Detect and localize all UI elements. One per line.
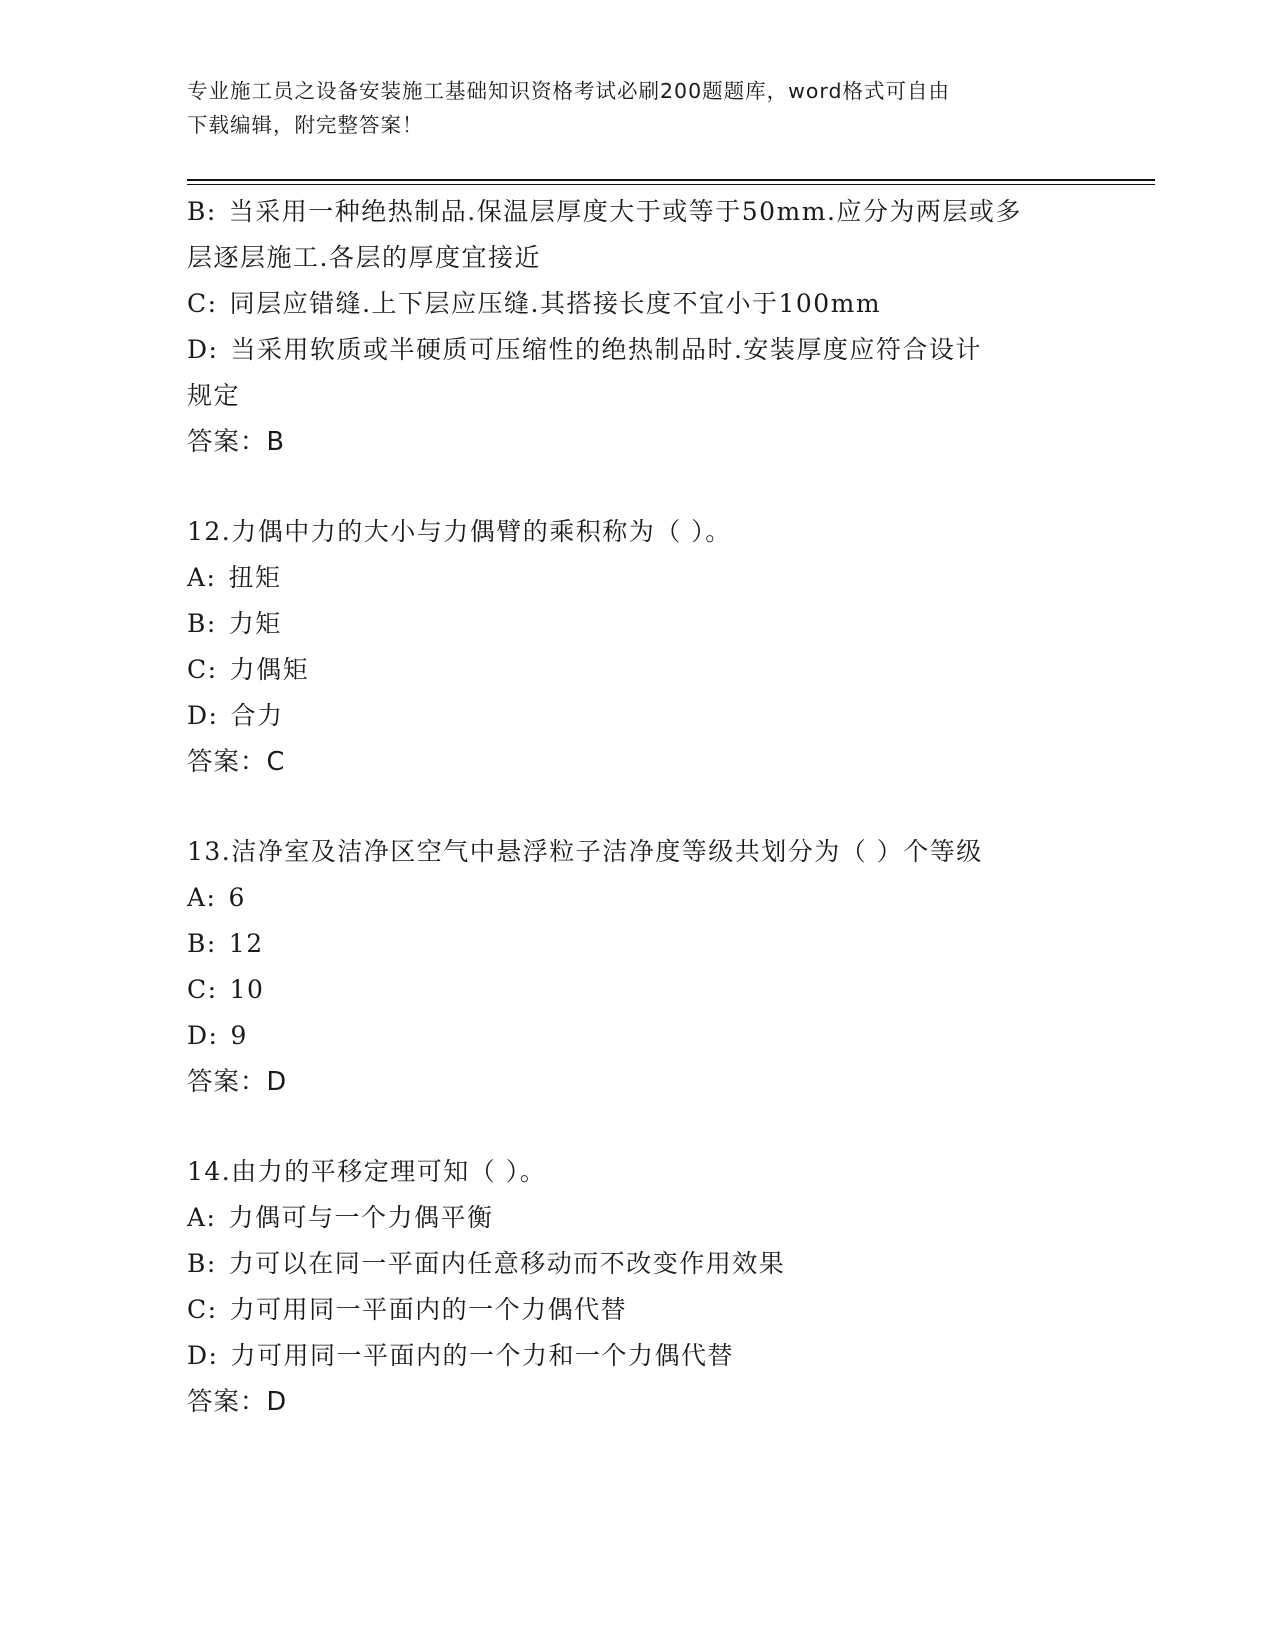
option-line <box>187 1287 1087 1333</box>
option-line <box>187 601 1087 647</box>
option-letter: A: <box>187 1203 217 1232</box>
option-letter: D: <box>187 1021 219 1050</box>
spacer <box>187 1105 1087 1149</box>
option-line <box>187 921 1087 967</box>
question-block <box>187 829 1087 1105</box>
header-line-1: 专业施工员之设备安装施工基础知识资格考试必刷200题题库，word格式可自由 <box>187 79 951 103</box>
option-letter: B: <box>187 609 217 638</box>
option-text: 同层应错缝.上下层应压缝.其搭接长度不宜小于100mm <box>229 289 882 318</box>
option-line <box>187 1241 1087 1287</box>
option-text: 当采用软质或半硬质可压缩性的绝热制品时.安装厚度应符合设计 <box>230 335 982 364</box>
option-letter: A: <box>187 883 217 912</box>
option-letter: B: <box>187 197 217 226</box>
spacer <box>187 785 1087 829</box>
header-line-2: 下载编辑，附完整答案！ <box>187 113 424 137</box>
option-text: 6 <box>228 883 246 912</box>
answer-line: 答案：C <box>187 747 286 777</box>
option-text: 力可以在同一平面内任意移动而不改变作用效果 <box>228 1249 786 1278</box>
option-text: 力矩 <box>228 609 282 638</box>
option-letter: D: <box>187 701 219 730</box>
question-block <box>187 509 1087 785</box>
option-text: 扭矩 <box>228 563 282 592</box>
option-letter: C: <box>187 289 218 318</box>
answer-line: 答案：D <box>187 1387 288 1417</box>
option-letter: C: <box>187 655 218 684</box>
question-stem: 12.力偶中力的大小与力偶臂的乘积称为（ ）。 <box>187 517 732 546</box>
option-letter: A: <box>187 563 217 592</box>
question-list <box>187 189 1087 1425</box>
option-line <box>187 1333 1087 1379</box>
option-line <box>187 693 1087 739</box>
answer-line: 答案：D <box>187 1067 288 1097</box>
option-text: 当采用一种绝热制品.保温层厚度大于或等于50mm.应分为两层或多 <box>228 197 1022 226</box>
question-block <box>187 1149 1087 1425</box>
option-line <box>187 647 1087 693</box>
option-letter: C: <box>187 1295 218 1324</box>
option-line <box>187 1195 1087 1241</box>
option-text: 力可用同一平面内的一个力和一个力偶代替 <box>230 1341 734 1370</box>
answer-line: 答案：B <box>187 427 285 457</box>
option-letter: C: <box>187 975 218 1004</box>
option-text: 12 <box>228 929 264 958</box>
option-letter: D: <box>187 335 219 364</box>
option-letter: B: <box>187 1249 217 1278</box>
option-line <box>187 327 1087 373</box>
option-line <box>187 281 1087 327</box>
option-line <box>187 967 1087 1013</box>
question-stem: 13.洁净室及洁净区空气中悬浮粒子洁净度等级共划分为（ ）个等级 <box>187 837 983 866</box>
document-header <box>187 74 1087 142</box>
question-stem: 14.由力的平移定理可知（ ）。 <box>187 1157 547 1186</box>
header-divider-thin <box>187 184 1155 185</box>
option-text: 力偶可与一个力偶平衡 <box>228 1203 494 1232</box>
option-text: 力可用同一平面内的一个力偶代替 <box>229 1295 628 1324</box>
header-divider-thick <box>187 179 1155 181</box>
option-text: 合力 <box>230 701 284 730</box>
option-line <box>187 875 1087 921</box>
option-line-continuation: 层逐层施工.各层的厚度宜接近 <box>187 243 541 272</box>
option-line <box>187 555 1087 601</box>
option-text: 力偶矩 <box>229 655 310 684</box>
option-letter: B: <box>187 929 217 958</box>
option-letter: D: <box>187 1341 219 1370</box>
question-block-continued <box>187 189 1087 465</box>
option-text: 9 <box>230 1021 248 1050</box>
option-line <box>187 1013 1087 1059</box>
option-text: 10 <box>229 975 265 1004</box>
option-line-continuation: 规定 <box>187 381 241 410</box>
spacer <box>187 465 1087 509</box>
option-line <box>187 189 1087 235</box>
